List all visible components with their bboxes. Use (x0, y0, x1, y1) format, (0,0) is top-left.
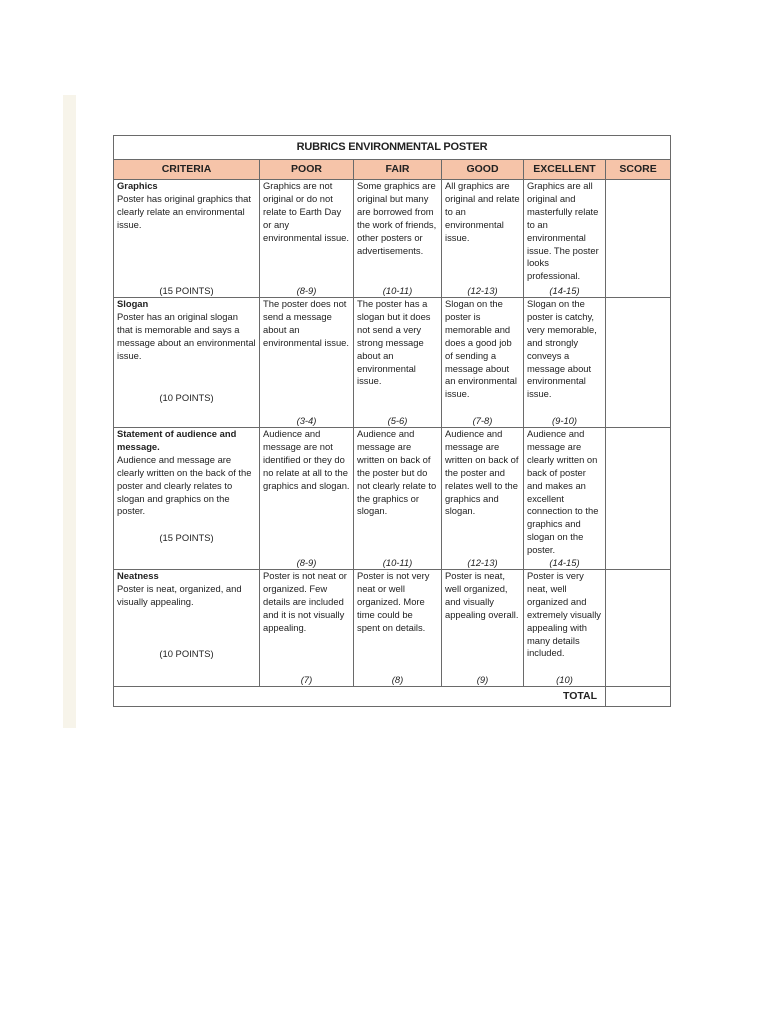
rating-text: Slogan on the poster is memorable and does a good job of sending a message about an environmental issue. (445, 298, 517, 400)
rating-cell-excellent (524, 428, 606, 570)
score-cell[interactable] (606, 570, 671, 687)
header-fair: FAIR (354, 160, 442, 180)
rubric-title: RUBRICS ENVIRONMENTAL POSTER (114, 136, 671, 160)
table-row (114, 180, 671, 298)
rating-text: Poster is not neat or organized. Few details are included and it is not visually appealing. (263, 570, 347, 633)
page-edge-strip (63, 95, 76, 728)
rating-range: (7) (300, 674, 313, 686)
rating-range: (3-4) (296, 415, 317, 427)
header-excellent: EXCELLENT (524, 160, 606, 180)
criteria-description: Poster is neat, organized, and visually appealing. (117, 582, 242, 607)
rating-range: (14-15) (549, 557, 580, 569)
rating-range: (14-15) (549, 285, 580, 297)
rating-text: Slogan on the poster is catchy, very memorable, and strongly conveys a message about environmental issue. (527, 298, 597, 400)
rating-range: (12-13) (467, 285, 498, 297)
rating-cell-excellent (524, 570, 606, 687)
criteria-description: Poster has an original slogan that is memorable and says a message about an environmental issue. (117, 310, 256, 361)
rating-cell-fair (354, 298, 442, 428)
criteria-cell (114, 298, 260, 428)
rating-cell-fair (354, 180, 442, 298)
rating-text: Poster is very neat, well organized and extremely visually appealing with many details included. (527, 570, 601, 659)
rating-cell-fair (354, 428, 442, 570)
criteria-description: Poster has original graphics that clearly relate an environmental issue. (117, 192, 251, 230)
rating-text: Poster is neat, well organized, and visually appealing overall. (445, 570, 519, 620)
rating-cell-good (442, 428, 524, 570)
criteria-title: Graphics (117, 180, 158, 191)
rating-cell-poor (260, 428, 354, 570)
rubric-table (113, 135, 671, 707)
criteria-title: Slogan (117, 298, 149, 309)
rating-range: (8-9) (296, 557, 317, 569)
rating-text: Audience and message are not identified or they do no relate at all to the graphics and slogan. (263, 428, 350, 491)
header-score: SCORE (606, 160, 671, 180)
rating-text: Graphics are not original or do not relate to Earth Day or any environmental issue. (263, 180, 349, 243)
rating-cell-good (442, 570, 524, 687)
criteria-cell (114, 180, 260, 298)
rating-range: (8-9) (296, 285, 317, 297)
rating-text: Some graphics are original but many are borrowed from the work of friends, other posters or advertisements. (357, 180, 437, 256)
rating-cell-fair (354, 570, 442, 687)
header-row (114, 160, 671, 180)
criteria-title: Neatness (117, 570, 159, 581)
criteria-cell (114, 570, 260, 687)
rating-range: (10) (556, 674, 573, 686)
rating-text: Graphics are all original and masterfully relate to an environmental issue. The poster looks professional. (527, 180, 599, 282)
rating-range: (12-13) (467, 557, 498, 569)
header-poor: POOR (260, 160, 354, 180)
criteria-description: Audience and message are clearly written on the back of the poster and clearly relates to slogan and graphics on the poster. (117, 453, 252, 517)
header-good: GOOD (442, 160, 524, 180)
rating-range: (5-6) (387, 415, 408, 427)
rating-text: Poster is not very neat or well organized. More time could be spent on details. (357, 570, 430, 633)
rating-cell-excellent (524, 180, 606, 298)
rating-range: (7-8) (472, 415, 493, 427)
criteria-title: Statement of audience and message. (117, 428, 237, 452)
score-cell[interactable] (606, 180, 671, 298)
rating-range: (9-10) (551, 415, 577, 427)
criteria-points: (15 POINTS) (159, 532, 214, 543)
rating-cell-excellent (524, 298, 606, 428)
rating-text: Audience and message are written on back of the poster and relates well to the graphics and slogan. (445, 428, 519, 517)
criteria-points: (10 POINTS) (159, 392, 214, 403)
total-label: TOTAL (114, 687, 606, 707)
score-cell[interactable] (606, 428, 671, 570)
table-row (114, 298, 671, 428)
total-row (114, 687, 671, 707)
rating-text: All graphics are original and relate to an environmental issue. (445, 180, 520, 243)
rating-cell-poor (260, 298, 354, 428)
table-row (114, 428, 671, 570)
criteria-points: (15 POINTS) (159, 285, 214, 297)
rating-text: The poster has a slogan but it does not send a very strong message about an environmental issue. (357, 298, 431, 387)
rating-cell-poor (260, 570, 354, 687)
rating-range: (10-11) (382, 285, 413, 297)
total-score-cell[interactable] (606, 687, 671, 707)
rating-text: Audience and message are clearly written on back of poster and makes an excellent connection to the graphics and slogan on the poster. (527, 428, 599, 556)
rating-text: The poster does not send a message about an environmental issue. (263, 298, 349, 348)
rating-range: (8) (391, 674, 404, 686)
criteria-points: (10 POINTS) (159, 648, 214, 659)
rating-cell-poor (260, 180, 354, 298)
criteria-cell (114, 428, 260, 570)
rating-range: (10-11) (382, 557, 413, 569)
rating-cell-good (442, 180, 524, 298)
header-criteria: CRITERIA (114, 160, 260, 180)
rating-text: Audience and message are written on back of the poster but do not clearly relate to the graphics or slogan. (357, 428, 437, 517)
score-cell[interactable] (606, 298, 671, 428)
rating-range: (9) (476, 674, 489, 686)
table-row (114, 570, 671, 687)
rating-cell-good (442, 298, 524, 428)
